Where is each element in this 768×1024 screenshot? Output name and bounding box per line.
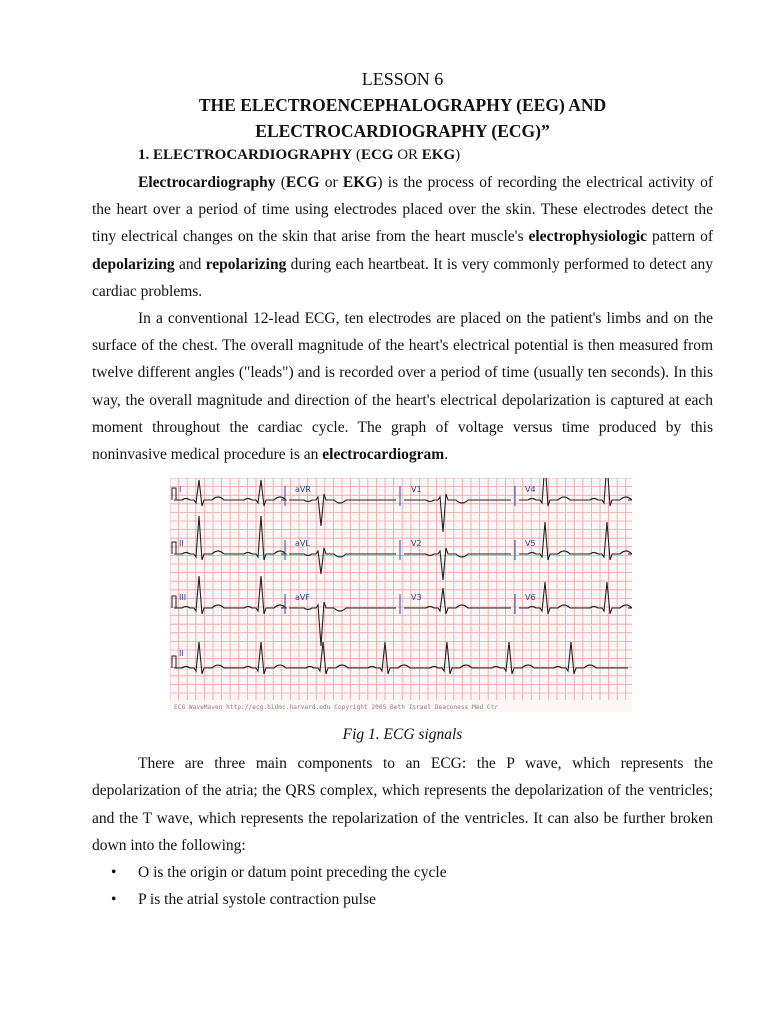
section-paren-close: ) [455, 147, 461, 163]
p1-ecg: ECG [285, 174, 320, 191]
p1-text-5: and [174, 255, 206, 273]
paragraph-12-lead [92, 305, 713, 468]
components-list [92, 859, 713, 913]
p1-text-4: pattern of [647, 228, 713, 246]
term-electrophysiologic: electrophysiologic [528, 228, 648, 246]
ecg-paper [170, 478, 632, 712]
paragraph-ecg-definition [92, 169, 713, 305]
lead-label: V2 [411, 539, 422, 549]
ecg-image [170, 478, 632, 712]
lead-label: I [179, 485, 182, 495]
section-ekg: EKG [421, 147, 456, 163]
p2-end: . [444, 446, 449, 464]
paragraph-ecg-components: There are three main components to an ECG: the P wave, which represents the depolarization of the atria; the QRS complex, which represents the depolarization of the ventricles; and the T wave, which represents the repolarization of the ventricles. It can also be further broken down into the following: [92, 755, 713, 854]
list-item [92, 886, 713, 913]
list-item-text: P is the atrial systole contraction pulse [138, 891, 376, 909]
lead-label: V6 [525, 593, 536, 603]
lead-label: V5 [525, 539, 536, 549]
section-or: OR [393, 147, 422, 163]
lead-label: II [179, 649, 184, 659]
lead-label: II [179, 539, 184, 549]
section-ecg: ECG [360, 147, 394, 163]
term-electrocardiogram: electrocardiogram [322, 446, 445, 464]
bullet-icon: • [111, 864, 117, 882]
lead-label: V3 [411, 593, 422, 603]
lead-label: III [179, 593, 187, 603]
ecg-figure [170, 478, 632, 712]
bullet-icon: • [111, 891, 117, 909]
p1-ekg: EKG [342, 174, 378, 191]
list-item-text: O is the origin or datum point preceding the cycle [138, 864, 447, 882]
p2-text: In a conventional 12-lead ECG, ten electrodes are placed on the patient's limbs and on the surface of the chest. The overall magnitude of the heart's electrical potential is then measured from twelve different angles ("leads") and is recorded over a period of time (usually ten seconds). In this way, the overall magnitude and direction of the heart's electrical depolarization is captured at each moment throughout the cardiac cycle. The graph of voltage versus time produced by this noninvasive medical procedure is an [92, 310, 713, 464]
lead-label: V4 [525, 485, 536, 495]
section-heading [138, 144, 713, 166]
figure-footer: ECG WaveMaven http://ecg.bidmc.harvard.edu Copyright 2005 Beth Israel Deaconess Med Ctr [174, 704, 499, 712]
title-line-1: THE ELECTROENCEPHALOGRAPHY (EEG) AND [198, 95, 607, 115]
term-repolarizing: repolarizing [205, 255, 287, 273]
document-page [92, 64, 713, 913]
figure-caption: Fig 1. ECG signals [342, 726, 463, 744]
lead-label: aVL [295, 539, 310, 549]
lead-label: aVR [295, 485, 311, 495]
section-paren-open: ( [352, 147, 361, 163]
p1-text-2: or [319, 174, 343, 191]
lead-label: aVF [295, 593, 310, 603]
p1-text-1: ( [275, 174, 286, 191]
lead-label: V1 [411, 485, 422, 495]
term-depolarizing: depolarizing [92, 255, 175, 273]
section-title: 1. ELECTROCARDIOGRAPHY [138, 147, 353, 163]
title-line-2: ELECTROCARDIOGRAPHY (ECG)” [255, 121, 550, 141]
list-item [92, 859, 713, 886]
p1-text-3: ) is the process of recording the electrical activity of the heart over a period of time using electrodes placed over the skin. These electrodes detect the tiny electrical changes on the skin that arise from the heart muscle's [92, 174, 713, 246]
lesson-heading: LESSON 6 [361, 69, 444, 89]
p1-text-6: during each heartbeat. It is very commonly performed to detect any cardiac problems. [92, 255, 713, 300]
term-electrocardiography: Electrocardiography [138, 174, 276, 191]
